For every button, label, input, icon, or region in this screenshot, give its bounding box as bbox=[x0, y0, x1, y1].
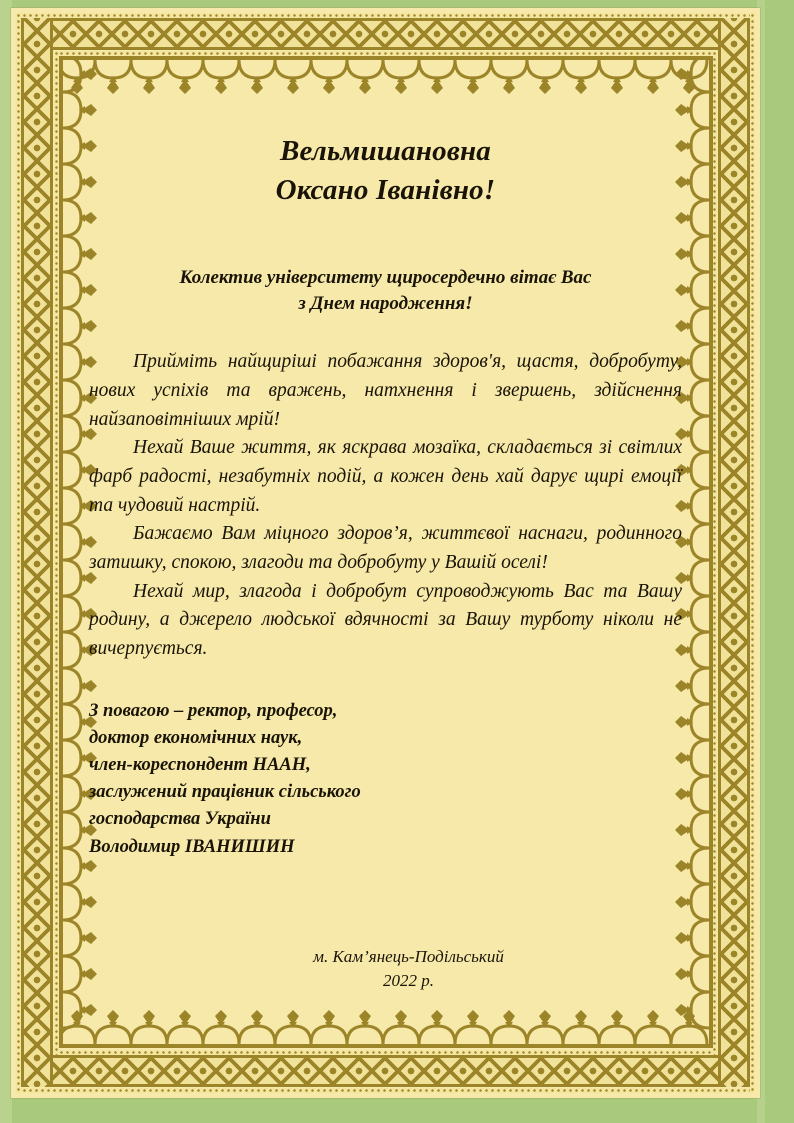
border-band-edge-bottom-outer bbox=[21, 1084, 750, 1087]
signature-line: З повагою – ректор, професор, bbox=[89, 700, 338, 721]
signature-line: господарства України bbox=[89, 809, 271, 830]
border-outer-rail-right bbox=[750, 13, 755, 1093]
border-ornament-band-right bbox=[721, 18, 747, 1087]
body-paragraph: Прийміть найщиріші побажання здоров'я, щастя, добробуту, нових успіхів та вражень, натхнення і звершень, здійснення найзаповітніших мрій! bbox=[89, 351, 682, 430]
border-ornament-band-left bbox=[24, 18, 50, 1087]
footer-block bbox=[89, 945, 682, 993]
letter-body bbox=[89, 348, 682, 663]
body-paragraph: Бажаємо Вам міцного здоров’я, життєвої наснаги, родинного затишку, спокою, злагоди та добробуту у Вашій оселі! bbox=[89, 523, 682, 573]
footer-city: м. Кам’янець-Подільський bbox=[313, 946, 504, 966]
border-band-edge-top-inner bbox=[21, 47, 750, 50]
border-band-edge-right-outer bbox=[747, 18, 750, 1087]
signature-line: доктор економічних наук, bbox=[89, 727, 303, 748]
greeting-line-2: з Днем народження! bbox=[298, 292, 473, 314]
salutation-line-1: Вельмишановна bbox=[279, 135, 492, 167]
greeting-line-1: Колектив університету щиросердечно вітає Вас bbox=[179, 267, 592, 289]
signature-line: заслужений працівник сільського bbox=[89, 782, 361, 803]
border-band-edge-right-inner bbox=[718, 18, 721, 1087]
body-paragraph: Нехай Ваше життя, як яскрава мозаїка, складається зі світлих фарб радості, незабутніх подій, а кожен день хай дарує щирі емоції та чудовий настрій. bbox=[89, 437, 682, 516]
body-paragraph: Нехай мир, злагода і добробут супроводжують Вас та Вашу родину, а джерело людської вдячності за Вашу турботу ніколи не вичерпується. bbox=[89, 580, 682, 659]
border-band-edge-left-inner bbox=[50, 18, 53, 1087]
border-outer-rail-bottom bbox=[16, 1088, 755, 1093]
border-inner-rail-bottom bbox=[53, 1050, 718, 1055]
letter-content bbox=[89, 78, 682, 1028]
border-ornament-band-bottom bbox=[21, 1058, 750, 1084]
certificate-sheet bbox=[11, 8, 760, 1098]
signature-name: Володимир ІВАНИШИН bbox=[89, 836, 295, 857]
signature-block bbox=[89, 698, 682, 861]
greeting-block bbox=[89, 265, 682, 316]
salutation-line-2: Оксано Іванівно! bbox=[275, 173, 496, 206]
signature-line: член-кореспондент НААН, bbox=[89, 755, 311, 775]
border-band-edge-bottom-inner bbox=[21, 1055, 750, 1058]
salutation-title bbox=[89, 132, 682, 209]
border-ornament-band-top bbox=[21, 21, 750, 47]
footer-year: 2022 р. bbox=[383, 970, 434, 990]
